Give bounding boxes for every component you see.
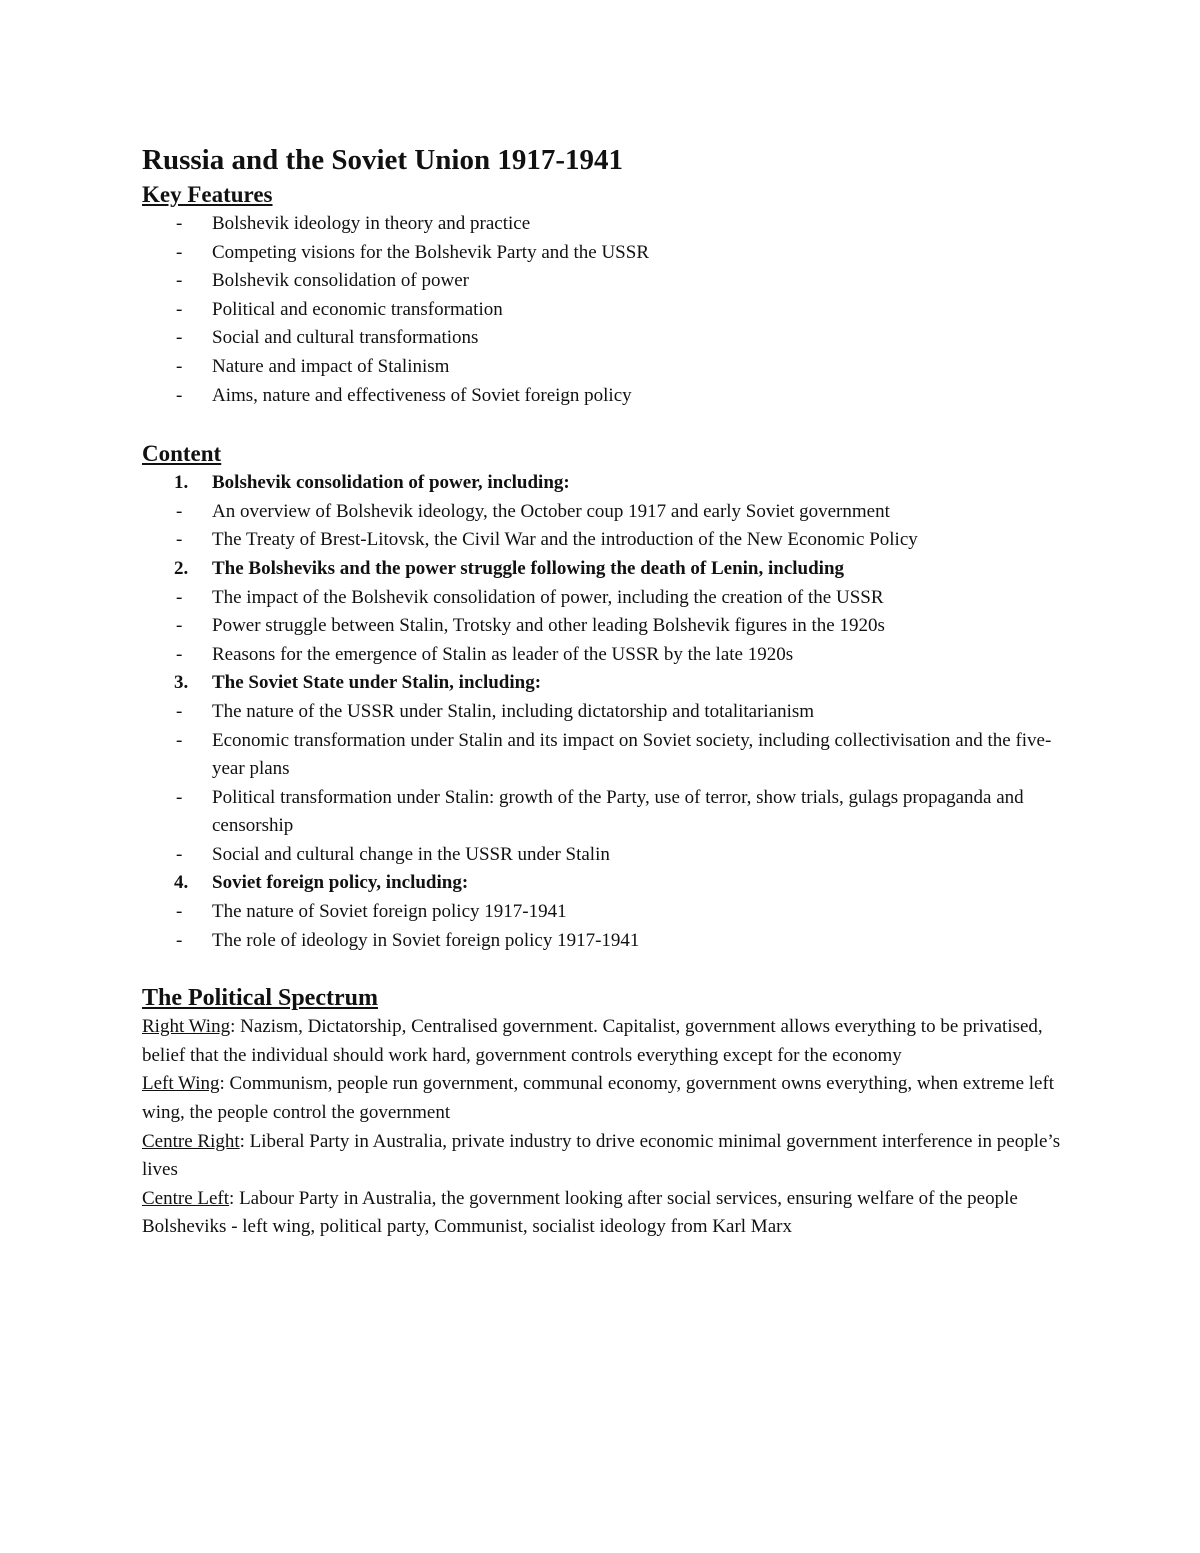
dash-bullet: - [176, 929, 183, 951]
section-title: 3. The Soviet State under Stalin, including: [142, 669, 1062, 698]
content-section-1 [142, 469, 1062, 555]
definition-centre-right [142, 1128, 1062, 1185]
dash-bullet: - [176, 901, 183, 923]
dash-bullet: - [176, 586, 183, 608]
document-page [142, 140, 1062, 1242]
definition-left-wing [142, 1070, 1062, 1127]
content-sections [142, 469, 1062, 955]
definition-text: : Nazism, Dictatorship, Centralised government. Capitalist, government allows everything to be privatised, belief that the individual should work hard, government controls everything except for the economy [142, 1016, 1043, 1066]
list-item: - Social and cultural transformations [142, 324, 1062, 353]
content-section-2 [142, 555, 1062, 669]
section-title: 1. Bolshevik consolidation of power, including: [142, 469, 1062, 498]
dash-bullet: - [176, 213, 183, 234]
section-number: 1. [174, 472, 189, 494]
content-section-4 [142, 869, 1062, 955]
list-item: - Nature and impact of Stalinism [142, 353, 1062, 382]
dash-bullet: - [176, 700, 183, 722]
dash-bullet: - [176, 529, 183, 551]
definition-centre-left [142, 1185, 1062, 1214]
section-title: 2. The Bolsheviks and the power struggle following the death of Lenin, including [142, 555, 1062, 584]
key-features-heading: Key Features [142, 182, 273, 207]
content-heading: Content [142, 441, 222, 467]
dash-bullet: - [176, 327, 183, 349]
dash-bullet: - [176, 355, 183, 377]
dash-bullet: - [176, 384, 183, 406]
key-features-list [142, 210, 1062, 410]
dash-bullet: - [176, 241, 183, 263]
list-item: - The Treaty of Brest-Litovsk, the Civil War and the introduction of the New Economic Policy [142, 526, 1062, 555]
list-item: - Political transformation under Stalin: growth of the Party, use of terror, show trials, gulags propaganda and censorship [142, 784, 1062, 841]
dash-bullet: - [176, 615, 183, 637]
spacer [142, 410, 1062, 439]
list-item: - An overview of Bolshevik ideology, the October coup 1917 and early Soviet government [142, 498, 1062, 527]
list-item: - The nature of Soviet foreign policy 1917-1941 [142, 898, 1062, 927]
list-item: - Reasons for the emergence of Stalin as leader of the USSR by the late 1920s [142, 641, 1062, 670]
dash-bullet: - [176, 843, 183, 865]
section-number: 3. [174, 672, 189, 694]
list-item: - Economic transformation under Stalin and its impact on Soviet society, including collectivisation and the five-year plans [142, 727, 1062, 784]
list-item: - Bolshevik consolidation of power [142, 267, 1062, 296]
dash-bullet: - [176, 298, 183, 320]
bolsheviks-note: Bolsheviks - left wing, political party, Communist, socialist ideology from Karl Marx [142, 1216, 792, 1238]
list-item: - Aims, nature and effectiveness of Soviet foreign policy [142, 382, 1062, 411]
definition-term: Centre Left [142, 1187, 230, 1209]
list-item: - The nature of the USSR under Stalin, including dictatorship and totalitarianism [142, 698, 1062, 727]
list-item: - Bolshevik ideology in theory and practice [142, 210, 1062, 239]
section-number: 2. [174, 557, 189, 579]
list-item: - Power struggle between Stalin, Trotsky and other leading Bolshevik figures in the 1920s [142, 612, 1062, 641]
list-item: - The role of ideology in Soviet foreign policy 1917-1941 [142, 927, 1062, 956]
content-section-3 [142, 669, 1062, 869]
political-spectrum-heading: The Political Spectrum [142, 985, 378, 1012]
section-title: 4. Soviet foreign policy, including: [142, 869, 1062, 898]
dash-bullet: - [176, 729, 183, 751]
dash-bullet: - [176, 270, 183, 292]
list-item: - The impact of the Bolshevik consolidation of power, including the creation of the USSR [142, 584, 1062, 613]
definition-text: : Labour Party in Australia, the government looking after social services, ensuring welfare of the people [229, 1187, 1018, 1209]
definition-term: Right Wing [142, 1016, 231, 1038]
section-number: 4. [174, 872, 189, 894]
dash-bullet: - [176, 500, 183, 522]
definition-term: Left Wing [142, 1073, 220, 1095]
document-title: Russia and the Soviet Union 1917-1941 [142, 144, 623, 176]
definition-text: : Liberal Party in Australia, private industry to drive economic minimal government interference in people’s lives [142, 1130, 1061, 1181]
spacer [142, 955, 1062, 983]
list-item: - Political and economic transformation [142, 296, 1062, 325]
definition-text: : Communism, people run government, communal economy, government owns everything, when extreme left wing, the people control the government [142, 1073, 1055, 1124]
definition-right-wing [142, 1013, 1062, 1070]
list-item: - Competing visions for the Bolshevik Party and the USSR [142, 239, 1062, 268]
definition-term: Centre Right [142, 1130, 240, 1152]
dash-bullet: - [176, 643, 183, 665]
dash-bullet: - [176, 786, 183, 808]
list-item: - Social and cultural change in the USSR under Stalin [142, 841, 1062, 870]
